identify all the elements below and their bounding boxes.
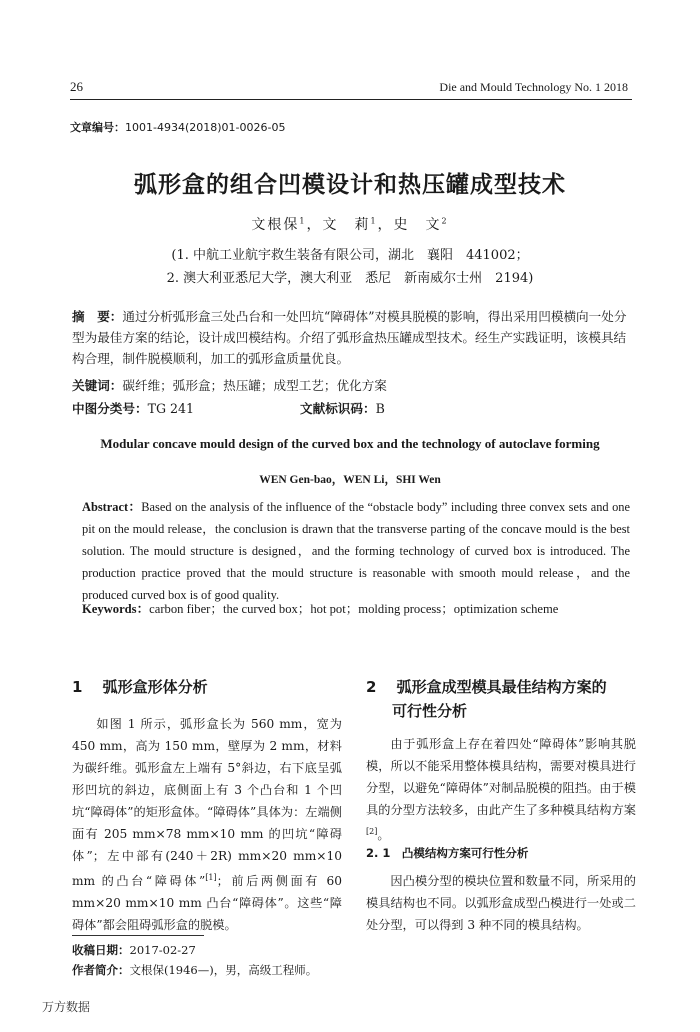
section-2-heading-line2: 可行性分析: [392, 702, 468, 720]
keywords-label: 关键词：: [72, 378, 123, 393]
subsection-title: 凸模结构方案可行性分析: [401, 846, 529, 860]
article-number: [70, 119, 285, 135]
section-1-heading: [72, 676, 208, 697]
title-english: Modular concave mould design of the curved box and the technology of autoclave forming: [100, 436, 600, 451]
subsection-number: 2. 1: [366, 846, 391, 860]
abstract-en-text: Based on the analysis of the influence of the “obstacle body” including three convex sets and one pit on the mould release，the conclusion is drawn that the transverse parting of the concave mould is the best solution. The mould structure is designed，and the forming technology of curved box is introduced. The production practice proved that the mould structure is reasonable with smooth mould release，and the produced curved box is of good quality.: [82, 500, 630, 602]
page-number: 26: [70, 79, 83, 94]
paragraph-text: ；前后两侧面有 60 mm×20 mm×10 mm 凸台“障碍体”。这些“障碍体”都会阻碍弧形盒的脱模。: [72, 874, 342, 933]
title-chinese: 弧形盒的组合凹模设计和热压罐成型技术: [134, 172, 566, 198]
document-code-value: B: [375, 401, 385, 416]
keywords-text: 碳纤维；弧形盒；热压罐；成型工艺；优化方案: [122, 378, 387, 393]
section-number: 1: [72, 678, 83, 696]
paragraph-text: 如图 1 所示，弧形盒长为 560 mm，宽为 450 mm，高为 150 mm，壁厚为 2 mm，材料为碳纤维。弧形盒左上端有 5°斜边，右下底呈弧形凹坑的斜边，底侧面上有 3 个凸台和 1 个凹坑“障碍体”的矩形盒体。“障碍体”具体为：左端侧面有 205 mm×78 mm×10 mm 的凹坑“障碍体”；左中部有(240＋2R) mm×20 mm×10 mm 的凸台“障碍体”: [72, 717, 342, 889]
journal-header: Die and Mould Technology No. 1 2018: [439, 80, 628, 94]
subsection-2-1-heading: [366, 845, 528, 861]
paragraph-text: 由于弧形盒上存在着四处“障碍体”影响其脱模，所以不能采用整体模具结构，需要对模具进行分型，以避免“障碍体”对制品脱模的阻挡。由于模具的分型方法较多，由此产生了多种模具结构方案: [366, 737, 636, 817]
author-name: 文根保: [251, 217, 300, 233]
abstract-text: 通过分析弧形盒三处凸台和一处凹坑“障碍体”对模具脱模的影响，得出采用凹模横向一处分型为最佳方案的结论，设计成凹模结构。介绍了弧形盒热压罐成型技术。经生产实践证明，该模具结构合理，制件脱模顺利，加工的弧形盒质量优良。: [72, 309, 627, 366]
article-number-label: 文章编号：: [70, 121, 125, 134]
header-rule: [70, 99, 632, 100]
abstract-chinese: [72, 306, 632, 369]
received-label: 收稿日期：: [72, 943, 130, 957]
section-2-heading: [366, 676, 607, 697]
classification-number: [72, 398, 194, 417]
section-1-paragraph: [72, 713, 342, 936]
keywords-chinese: [72, 375, 387, 394]
authors-english: WEN Gen-bao，WEN Li，SHI Wen: [259, 474, 441, 486]
abstract-en-label: Abstract：: [82, 500, 142, 514]
classification-value: TG 241: [147, 401, 195, 416]
keywords-english: [82, 598, 558, 617]
article-number-value: 1001-4934(2018)01-0026-05: [125, 121, 286, 134]
author-name: 文 莉: [322, 217, 371, 233]
section-2-paragraph: [366, 733, 636, 846]
section-number: 2: [366, 678, 377, 696]
keywords-en-text: carbon fiber；the curved box；hot pot；molding process；optimization scheme: [149, 602, 559, 616]
footnote-received: [72, 942, 196, 958]
subsection-2-1-paragraph: 因凸模分型的模块位置和数量不同，所采用的模具结构也不同。以弧形盒成型凸模进行一处或二处分型，可以得到 3 种不同的模具结构。: [366, 874, 636, 932]
classification-label: 中图分类号：: [72, 401, 148, 416]
document-code-label: 文献标识码：: [300, 401, 376, 416]
citation: [1]: [205, 873, 217, 882]
author-affil-mark: 1: [370, 216, 378, 226]
author-name: 史 文: [393, 217, 442, 233]
authors-chinese: 文根保$^1$，文 莉$^1$，史 文$^2$: [251, 216, 449, 233]
author-bio-label: 作者简介：: [72, 963, 130, 977]
document-code: [300, 398, 385, 417]
received-value: 2017-02-27: [129, 943, 196, 957]
abstract-label: 摘 要：: [72, 309, 123, 324]
affiliation-line: 2. 澳大利亚悉尼大学，澳大利亚 悉尼 新南威尔士州 2194): [166, 271, 534, 286]
author-bio-value: 文根保(1946—)，男，高级工程师。: [129, 963, 318, 977]
section-title: 弧形盒成型模具最佳结构方案的: [396, 678, 607, 696]
author-affil-mark: 1: [299, 216, 307, 226]
footnote-rule: [72, 935, 204, 936]
affiliation-line: (1. 中航工业航宇救生装备有限公司，湖北 襄阳 441002；: [171, 248, 529, 263]
author-affil-mark: 2: [441, 216, 449, 226]
paragraph-text: 。: [377, 828, 390, 843]
abstract-english: [82, 496, 630, 606]
footnote-author: [72, 962, 317, 978]
section-title: 弧形盒形体分析: [102, 678, 208, 696]
watermark: 万方数据: [42, 1000, 91, 1014]
citation: [2]: [366, 827, 378, 836]
keywords-en-label: Keywords：: [82, 602, 150, 616]
